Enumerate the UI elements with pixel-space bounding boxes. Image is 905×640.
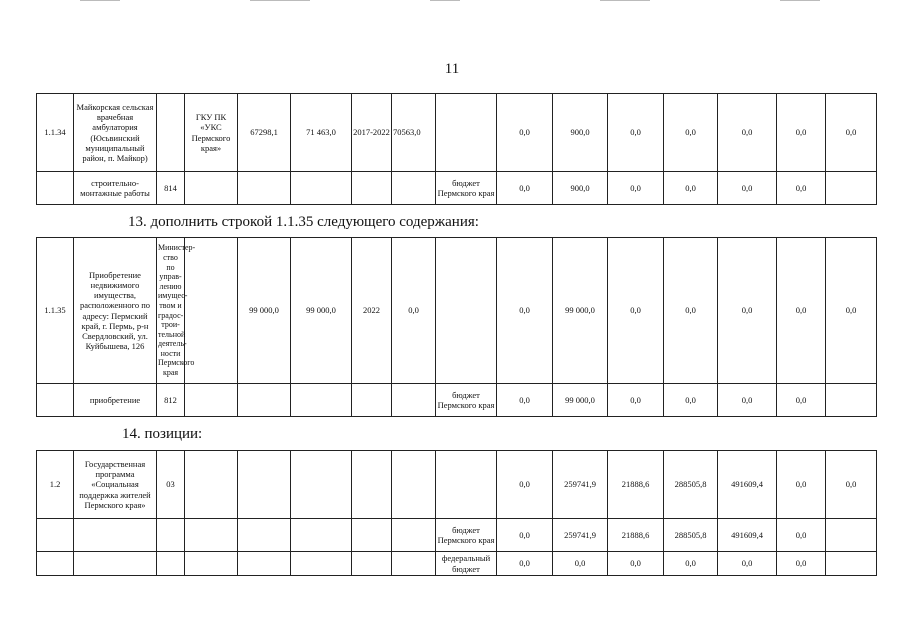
table-row xyxy=(37,94,877,172)
table-cell xyxy=(352,451,392,519)
table-row xyxy=(37,519,877,552)
table-cell xyxy=(185,172,238,205)
table-cell: 2017-2022 xyxy=(352,94,392,172)
table-cell: Приобретение недвижимого имущества, расположенного по адресу: Пермский край, г. Пермь, р-н Свердловский, ул. Куйбышева, 126 xyxy=(74,238,157,384)
table-cell: 0,0 xyxy=(497,451,553,519)
table-cell: 99 000,0 xyxy=(291,238,352,384)
table-cell: 491609,4 xyxy=(718,519,777,552)
table-cell: 0,0 xyxy=(718,384,777,417)
table-cell: 0,0 xyxy=(664,238,718,384)
table-cell: бюджет Пермского края xyxy=(436,172,497,205)
table-cell: 900,0 xyxy=(553,94,608,172)
table-cell: 0,0 xyxy=(497,552,553,576)
table-cell: ГКУ ПК «УКС Пермского края» xyxy=(185,94,238,172)
table-cell: 0,0 xyxy=(664,94,718,172)
table-cell xyxy=(291,451,352,519)
table-cell xyxy=(352,384,392,417)
table-cell xyxy=(392,552,436,576)
table-cell: 900,0 xyxy=(553,172,608,205)
table-cell: 0,0 xyxy=(777,552,826,576)
table-cell xyxy=(238,172,291,205)
table-cell xyxy=(392,519,436,552)
table-cell: 0,0 xyxy=(777,172,826,205)
budget-table-3 xyxy=(36,450,877,576)
table-cell xyxy=(392,384,436,417)
table-cell: 03 xyxy=(157,451,185,519)
table-cell xyxy=(826,519,877,552)
table-cell: 0,0 xyxy=(664,552,718,576)
table-cell: 0,0 xyxy=(497,94,553,172)
table-cell: 0,0 xyxy=(777,451,826,519)
table-cell xyxy=(37,552,74,576)
table-cell xyxy=(37,519,74,552)
table-cell xyxy=(157,519,185,552)
table-cell xyxy=(436,94,497,172)
table-cell: 0,0 xyxy=(826,451,877,519)
table-cell xyxy=(238,519,291,552)
table-cell xyxy=(74,552,157,576)
table-cell: 0,0 xyxy=(608,552,664,576)
table-cell: 2022 xyxy=(352,238,392,384)
table-cell: 0,0 xyxy=(718,172,777,205)
table-cell: 0,0 xyxy=(608,172,664,205)
table-cell: 1.2 xyxy=(37,451,74,519)
table-row xyxy=(37,384,877,417)
table-cell: бюджет Пермского края xyxy=(436,384,497,417)
table-cell xyxy=(826,552,877,576)
table-cell: 21888,6 xyxy=(608,451,664,519)
table-cell: 0,0 xyxy=(497,172,553,205)
table-cell: федеральный бюджет xyxy=(436,552,497,576)
table-cell xyxy=(436,451,497,519)
table-cell: 0,0 xyxy=(664,172,718,205)
table-cell: 1.1.34 xyxy=(37,94,74,172)
table-cell xyxy=(826,384,877,417)
table-cell: 99 000,0 xyxy=(553,238,608,384)
table-cell xyxy=(352,552,392,576)
table-cell xyxy=(291,384,352,417)
table-cell xyxy=(185,552,238,576)
table-cell xyxy=(392,172,436,205)
table-cell: 0,0 xyxy=(608,238,664,384)
table-cell xyxy=(352,172,392,205)
table-cell xyxy=(185,384,238,417)
table-cell: бюджет Пермского края xyxy=(436,519,497,552)
table-cell xyxy=(238,451,291,519)
table-cell: 99 000,0 xyxy=(553,384,608,417)
page-number: 11 xyxy=(444,61,460,77)
table-cell: 288505,8 xyxy=(664,451,718,519)
table-cell: 99 000,0 xyxy=(238,238,291,384)
table-cell: 0,0 xyxy=(718,238,777,384)
table-cell: 1.1.35 xyxy=(37,238,74,384)
table-cell xyxy=(826,172,877,205)
table-cell xyxy=(392,451,436,519)
table-row xyxy=(37,552,877,576)
table-cell: 0,0 xyxy=(497,519,553,552)
table-cell: 0,0 xyxy=(608,384,664,417)
table-cell: 288505,8 xyxy=(664,519,718,552)
table-cell: 814 xyxy=(157,172,185,205)
table-row xyxy=(37,451,877,519)
table-cell: 71 463,0 xyxy=(291,94,352,172)
scan-top-edge xyxy=(0,0,905,4)
table-cell xyxy=(291,552,352,576)
table-cell: 0,0 xyxy=(718,552,777,576)
table-cell xyxy=(185,451,238,519)
table-cell: 0,0 xyxy=(777,384,826,417)
table-cell: 812 xyxy=(157,384,185,417)
table-cell xyxy=(291,172,352,205)
table-cell: 0,0 xyxy=(553,552,608,576)
table-cell: 259741,9 xyxy=(553,519,608,552)
section-heading-13: 13. дополнить строкой 1.1.35 следующего содержания: xyxy=(128,214,479,230)
table-cell: 259741,9 xyxy=(553,451,608,519)
table-cell: Государственная программа «Социальная поддержка жителей Пермского края» xyxy=(74,451,157,519)
table-cell xyxy=(436,238,497,384)
table-cell: 0,0 xyxy=(826,94,877,172)
table-cell: 0,0 xyxy=(608,94,664,172)
table-cell xyxy=(185,519,238,552)
table-cell: 0,0 xyxy=(497,384,553,417)
table-row xyxy=(37,238,877,384)
table-cell xyxy=(238,552,291,576)
table-cell: 0,0 xyxy=(664,384,718,417)
table-cell: Министер-ство по управ-лению имущес-твом и градос-трои-тельной деятель-ности Пермского края xyxy=(157,238,185,384)
table-cell xyxy=(74,519,157,552)
table-cell: строительно-монтажные работы xyxy=(74,172,157,205)
table-cell xyxy=(37,172,74,205)
budget-table-2 xyxy=(36,237,877,417)
table-cell: приобретение xyxy=(74,384,157,417)
table-cell xyxy=(157,552,185,576)
budget-table-1 xyxy=(36,93,877,205)
table-cell xyxy=(352,519,392,552)
table-cell: 0,0 xyxy=(777,238,826,384)
table-cell xyxy=(157,94,185,172)
table-cell: 0,0 xyxy=(497,238,553,384)
table-cell: 0,0 xyxy=(777,94,826,172)
table-cell: 67298,1 xyxy=(238,94,291,172)
table-cell xyxy=(291,519,352,552)
table-cell: 491609,4 xyxy=(718,451,777,519)
table-row xyxy=(37,172,877,205)
table-cell: 0,0 xyxy=(392,238,436,384)
table-cell xyxy=(37,384,74,417)
table-cell xyxy=(238,384,291,417)
table-cell: 0,0 xyxy=(826,238,877,384)
table-cell: 21888,6 xyxy=(608,519,664,552)
section-heading-14: 14. позиции: xyxy=(122,426,203,442)
table-cell: Майкорская сельская врачебная амбулатория (Юсьвинский муниципальный район, п. Майкор) xyxy=(74,94,157,172)
table-cell: 70563,0 xyxy=(392,94,436,172)
table-cell: 0,0 xyxy=(777,519,826,552)
table-cell: 0,0 xyxy=(718,94,777,172)
